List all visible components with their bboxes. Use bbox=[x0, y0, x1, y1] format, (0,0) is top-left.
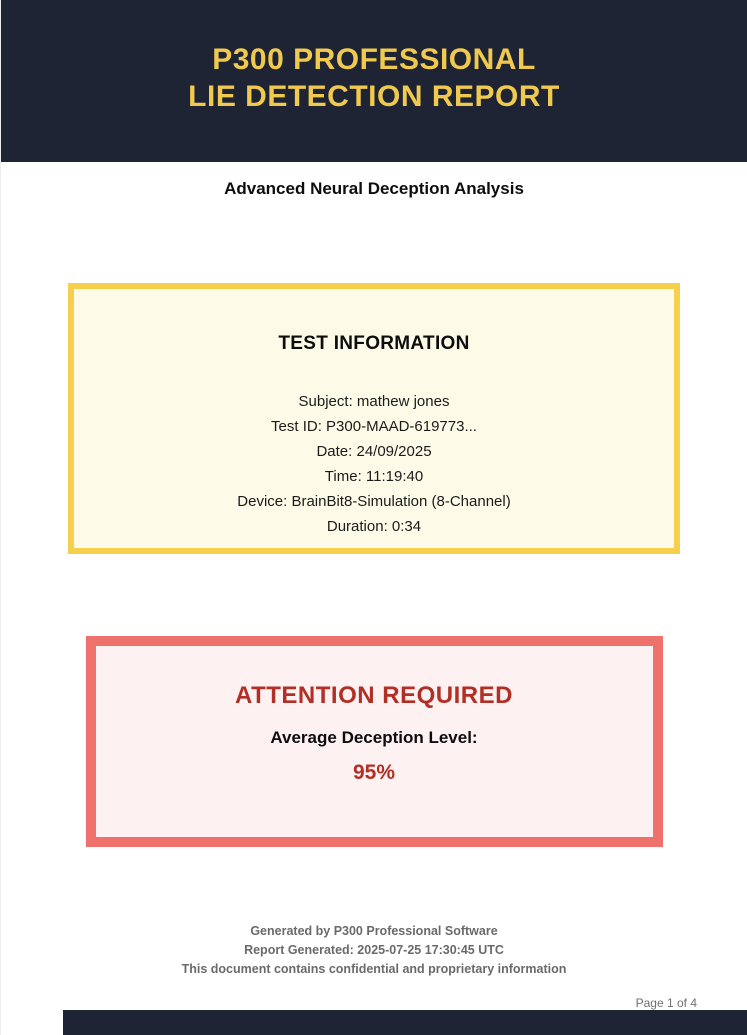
attention-required-box bbox=[86, 636, 663, 847]
report-footer bbox=[1, 922, 747, 979]
page-indicator: Page 1 of 4 bbox=[635, 996, 697, 1010]
test-info-subject: Subject: mathew jones bbox=[298, 393, 450, 410]
test-information-list bbox=[74, 389, 674, 539]
next-page-header-sliver bbox=[63, 1010, 747, 1035]
test-information-title: TEST INFORMATION bbox=[278, 333, 470, 354]
report-title-line-1: P300 PROFESSIONAL bbox=[212, 43, 536, 76]
deception-level-value: 95% bbox=[352, 761, 396, 784]
test-information-box bbox=[68, 283, 680, 554]
test-info-test-id: Test ID: P300-MAAD-619773... bbox=[271, 418, 477, 435]
report-header-band bbox=[1, 0, 747, 162]
test-info-device: Device: BrainBit8-Simulation (8-Channel) bbox=[237, 493, 511, 510]
report-title-line-2: LIE DETECTION REPORT bbox=[188, 80, 560, 113]
test-info-duration: Duration: 0:34 bbox=[326, 518, 422, 535]
deception-level-label: Average Deception Level: bbox=[270, 728, 478, 747]
footer-confidentiality-notice: This document contains confidential and proprietary information bbox=[181, 962, 567, 976]
footer-report-generated: Report Generated: 2025-07-25 17:30:45 UTC bbox=[244, 943, 504, 957]
footer-generated-by: Generated by P300 Professional Software bbox=[250, 924, 498, 938]
test-info-time: Time: 11:19:40 bbox=[324, 468, 424, 485]
attention-title: ATTENTION REQUIRED bbox=[235, 682, 513, 709]
test-info-date: Date: 24/09/2025 bbox=[316, 443, 432, 460]
report-title bbox=[188, 41, 560, 115]
report-subtitle: Advanced Neural Deception Analysis bbox=[224, 179, 524, 198]
